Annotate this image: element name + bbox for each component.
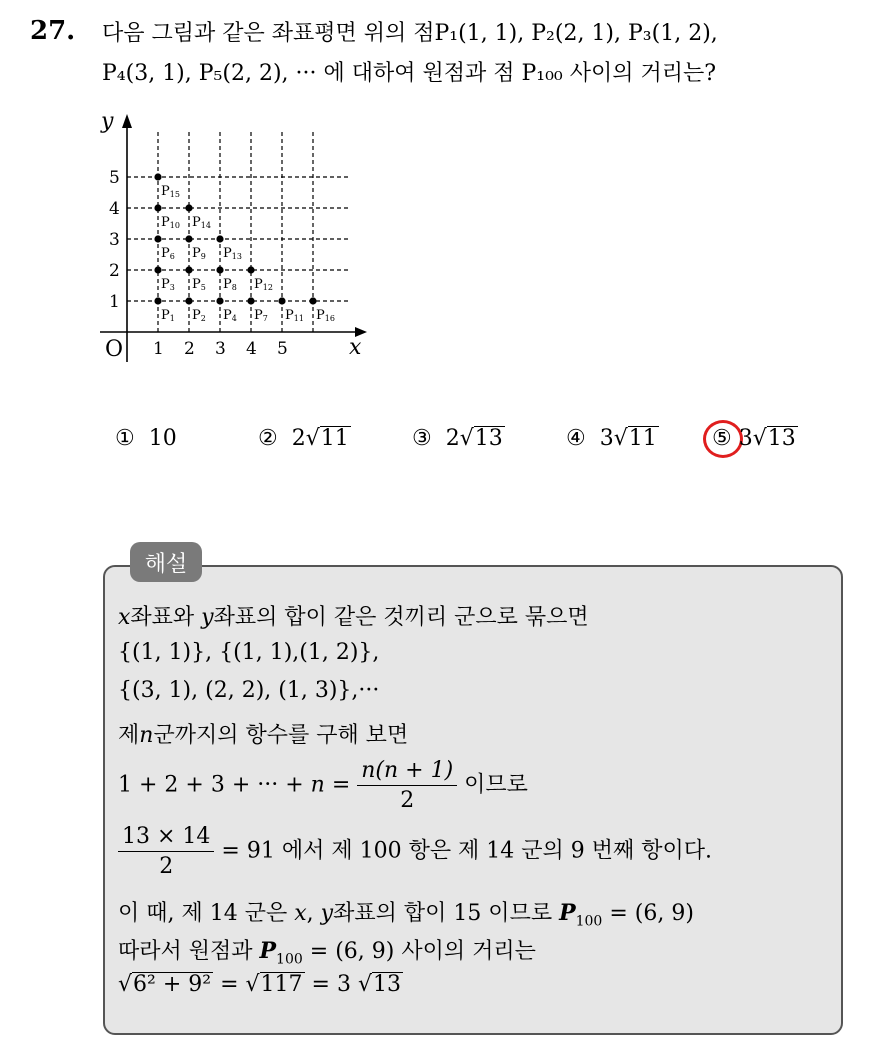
choice-4[interactable]: ④ 3√11 xyxy=(566,426,657,451)
var-n: n xyxy=(139,723,154,748)
question-text-line1: 다음 그림과 같은 좌표평면 위의 점P₁(1, 1), P₂(2, 1), P₃(1, 2), xyxy=(102,21,718,46)
var-y: y xyxy=(320,901,334,926)
explanation-line-2: {(1, 1)}, {(1, 1),(1, 2)}, xyxy=(118,640,380,665)
explanation-line-4 xyxy=(118,718,408,749)
x-tick-label: 1 xyxy=(153,339,164,359)
var-y: y xyxy=(201,605,214,630)
fraction-13x14-over-2 xyxy=(118,824,214,879)
graph-point xyxy=(216,297,223,304)
graph-point xyxy=(309,297,316,304)
text-seg: 이므로 xyxy=(464,772,528,798)
choice-1-number: ① xyxy=(115,426,135,451)
choice-1-value: 10 xyxy=(148,426,177,451)
graph-point xyxy=(185,235,192,242)
graph-ticks xyxy=(109,168,288,359)
var-x: x xyxy=(118,605,131,630)
point-label: P7 xyxy=(254,308,268,323)
x-tick-label: 3 xyxy=(215,339,226,359)
text-seg: = xyxy=(324,772,358,798)
explanation-line-8 xyxy=(118,934,536,967)
choice-2-radicand: 11 xyxy=(320,426,349,451)
coordinate-graph xyxy=(95,110,385,370)
question-text-line2: P₄(3, 1), P₅(2, 2), ··· 에 대하여 원점과 점 P₁₀₀ 사이의 거리는? xyxy=(102,61,717,86)
text-seg: 제 xyxy=(118,723,140,748)
y-axis-label: y xyxy=(101,110,114,134)
text-seg: = (6, 9) 사이의 거리는 xyxy=(302,939,536,964)
var-x: x xyxy=(294,901,307,926)
y-tick-label: 5 xyxy=(109,168,120,188)
graph-point xyxy=(247,297,254,304)
choice-3-coef: 2 xyxy=(445,426,460,451)
y-tick-label: 1 xyxy=(109,292,120,312)
fraction-numerator: n(n + 1) xyxy=(357,758,457,786)
graph-point xyxy=(185,204,192,211)
text-seg: , xyxy=(306,901,321,926)
choice-4-coef: 3 xyxy=(599,426,614,451)
point-label: P13 xyxy=(223,246,242,261)
point-label: P15 xyxy=(161,184,180,199)
text-seg: = xyxy=(213,972,246,997)
choice-2-number: ② xyxy=(258,426,278,451)
graph-point xyxy=(154,266,161,273)
explanation-line-3: {(3, 1), (2, 2), (1, 3)},··· xyxy=(118,678,380,703)
answer-choices xyxy=(0,420,884,460)
fraction-n-n-plus-1-over-2 xyxy=(357,758,457,813)
radicand-1: 6² + 9² xyxy=(133,972,212,997)
point-label: P2 xyxy=(192,308,206,323)
explanation-line-1 xyxy=(118,600,589,631)
explanation-line-6 xyxy=(118,824,712,879)
explanation-line-5 xyxy=(118,758,528,813)
point-label: P5 xyxy=(192,277,206,292)
point-label: P3 xyxy=(161,277,175,292)
text-seg: 이 때, 제 14 군은 xyxy=(118,901,295,926)
graph-point xyxy=(247,266,254,273)
choice-4-radicand: 11 xyxy=(628,426,657,451)
text-seg: = 3 xyxy=(304,972,351,997)
graph-point xyxy=(154,173,161,180)
fraction-denominator: 2 xyxy=(159,854,174,879)
fraction-denominator: 2 xyxy=(400,788,415,813)
choice-3[interactable]: ③ 2√13 xyxy=(412,426,503,451)
point-label: P6 xyxy=(161,246,175,261)
choice-5-number: ⑤ xyxy=(712,426,732,451)
y-tick-label: 2 xyxy=(109,261,120,281)
text-seg: 좌표의 합이 같은 것끼리 군으로 묶으면 xyxy=(213,605,589,630)
point-label: P14 xyxy=(192,215,211,230)
graph-points xyxy=(154,173,335,323)
point-label: P12 xyxy=(254,277,273,292)
fraction-numerator: 13 × 14 xyxy=(118,824,214,852)
choice-5-coef: 3 xyxy=(738,426,753,451)
text-seg: 따라서 원점과 xyxy=(118,939,260,964)
question-number: 27. xyxy=(30,16,76,46)
var-n: n xyxy=(310,772,325,798)
subscript: 100 xyxy=(276,951,303,968)
origin-label: O xyxy=(105,337,124,362)
graph-point xyxy=(216,235,223,242)
choice-3-radicand: 13 xyxy=(474,426,503,451)
var-p: P xyxy=(559,900,576,926)
text-seg: 군까지의 항수를 구해 보면 xyxy=(153,723,409,748)
text-seg: 좌표의 합이 15 이므로 xyxy=(333,901,560,926)
choice-3-number: ③ xyxy=(412,426,432,451)
subscript: 100 xyxy=(575,913,603,930)
choice-4-number: ④ xyxy=(566,426,586,451)
explanation-line-7 xyxy=(118,896,694,929)
x-tick-label: 2 xyxy=(184,339,195,359)
y-tick-label: 4 xyxy=(109,199,120,219)
graph-point xyxy=(185,266,192,273)
x-tick-label: 5 xyxy=(277,339,288,359)
explanation-line-9: √6² + 9² = √117 = 3 √13 xyxy=(118,972,401,997)
text-seg: 1 + 2 + 3 + ··· + xyxy=(118,772,311,798)
choice-2[interactable]: ② 2√11 xyxy=(258,426,349,451)
point-label: P1 xyxy=(161,308,175,323)
point-label: P16 xyxy=(316,308,335,323)
var-p: P xyxy=(259,938,277,964)
graph-point xyxy=(278,297,285,304)
radicand-3: 13 xyxy=(373,972,401,997)
x-axis-label: x xyxy=(349,335,362,360)
point-label: P11 xyxy=(285,308,304,323)
point-label: P4 xyxy=(223,308,237,323)
graph-point xyxy=(154,297,161,304)
text-seg: 좌표와 xyxy=(130,605,202,630)
graph-point xyxy=(185,297,192,304)
text-seg: = (6, 9) xyxy=(602,901,694,926)
y-axis-arrow xyxy=(122,114,132,128)
explanation-tag: 해설 xyxy=(130,542,202,582)
text-seg: = 91 에서 제 100 항은 제 14 군의 9 번째 항이다. xyxy=(221,838,713,864)
x-tick-label: 4 xyxy=(246,339,257,359)
graph-point xyxy=(154,204,161,211)
point-label: P9 xyxy=(192,246,206,261)
graph-point xyxy=(216,266,223,273)
choice-1[interactable] xyxy=(115,426,177,451)
point-label: P10 xyxy=(161,215,180,230)
choice-2-coef: 2 xyxy=(291,426,306,451)
graph-point xyxy=(154,235,161,242)
y-tick-label: 3 xyxy=(109,230,120,250)
point-label: P8 xyxy=(223,277,237,292)
choice-5-radicand: 13 xyxy=(767,426,796,451)
radicand-2: 117 xyxy=(260,972,303,997)
choice-5[interactable]: ⑤ 3√13 xyxy=(712,426,796,451)
